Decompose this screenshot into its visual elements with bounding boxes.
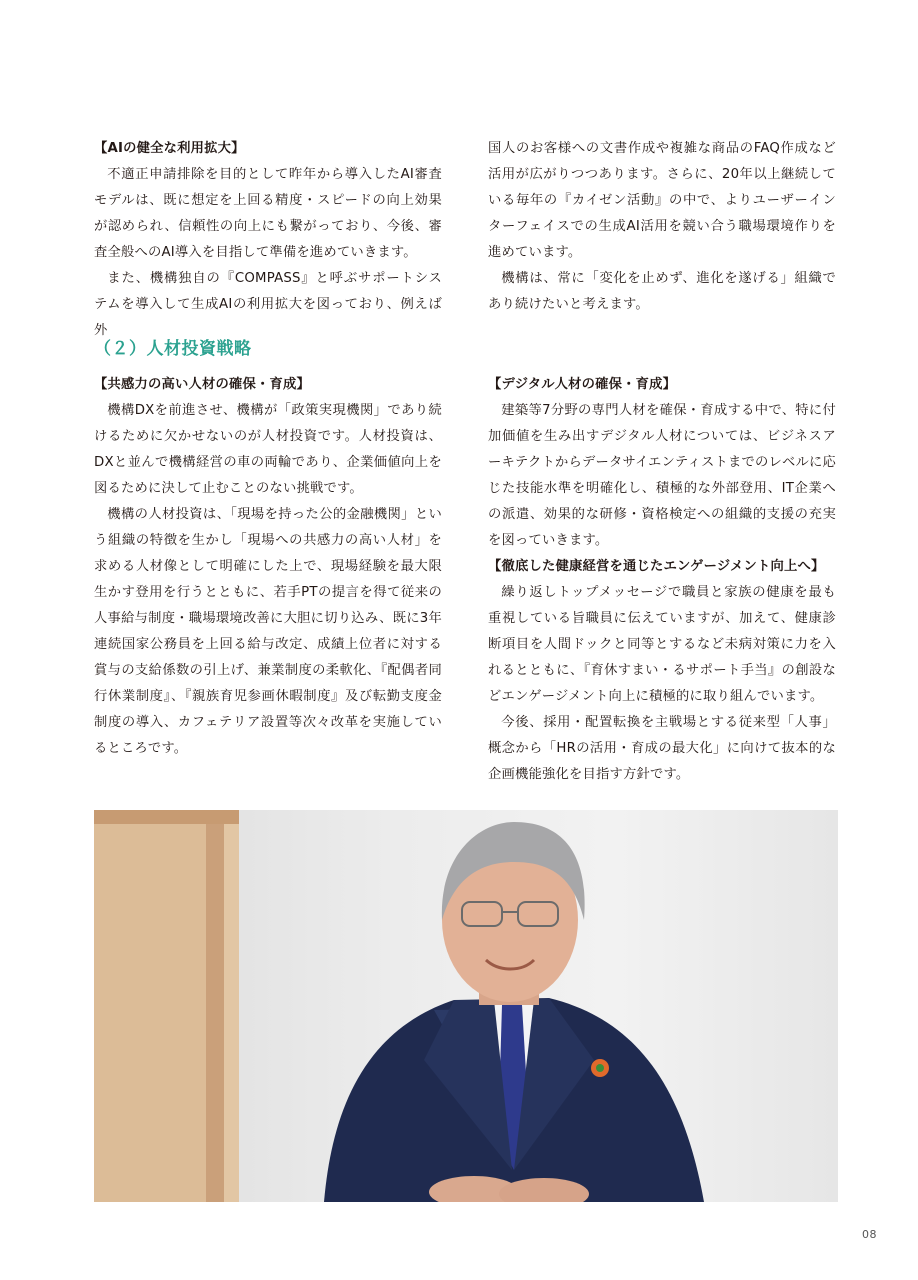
column-right-top — [488, 136, 836, 318]
paragraph-continued: 国人のお客様への文書作成や複雑な商品のFAQ作成など活用が広がりつつあります。さらに、20年以上継続している毎年の『カイゼン活動』の中で、よりユーザーインターフェイスでの生成AI活用を競い合う職場環境作りを進めています。 — [488, 141, 836, 260]
heading-empathetic-talent: 【共感力の高い人材の確保・育成】 — [94, 377, 310, 392]
section-title: （２）人材投資戦略 — [94, 339, 252, 359]
column-right-bottom — [488, 372, 836, 788]
heading-ai-usage: 【AIの健全な利用拡大】 — [94, 141, 245, 156]
paragraph: 機構DXを前進させ、機構が「政策実現機関」であり続けるために欠かせないのが人材投資です。人材投資は、DXと並んで機構経営の車の両輪であり、企業価値向上を図るために決して止むことのない挑戦です。 — [94, 403, 442, 496]
paragraph: 機構の人材投資は、「現場を持った公的金融機関」という組織の特徴を生かし「現場への共感力の高い人材」を求める人材像として明確にした上で、現場経験を最大限生かす登用を行うとともに、若手PTの提言を得て従来の人事給与制度・職場環境改善に大胆に切り込み、既に3年連続国家公務員を上回る給与改定、成績上位者に対する賞与の支給係数の引上げ、兼業制度の柔軟化、『配偶者同行休業制度』、『親族育児参画休暇制度』及び転勤支度金制度の導入、カフェテリア設置等次々改革を実施しているところです。 — [94, 507, 442, 756]
paragraph: 不適正申請排除を目的として昨年から導入したAI審査モデルは、既に想定を上回る精度・スピードの向上効果が認められ、信頼性の向上にも繋がっており、今後、審査全般へのAI導入を目指して準備を進めていきます。 — [94, 167, 442, 260]
heading-health-management: 【徹底した健康経営を通じたエンゲージメント向上へ】 — [488, 559, 825, 574]
paragraph: また、機構独自の『COMPASS』と呼ぶサポートシステムを導入して生成AIの利用拡大を図っており、例えば外 — [94, 271, 442, 338]
page-number: 08 — [862, 1228, 877, 1241]
paragraph: 建築等7分野の専門人材を確保・育成する中で、特に付加価値を生み出すデジタル人材については、ビジネスアーキテクトからデータサイエンティストまでのレベルに応じた技能水準を明確化し、積極的な外部登用、IT企業への派遣、効果的な研修・資格検定への組織的支援の充実を図っていきます。 — [488, 403, 836, 548]
portrait-illustration — [94, 810, 838, 1202]
column-left-top — [94, 136, 442, 344]
portrait-photo — [94, 810, 838, 1202]
paragraph: 繰り返しトップメッセージで職員と家族の健康を最も重視している旨職員に伝えていますが、加えて、健康診断項目を人間ドックと同等とするなど未病対策に力を入れるとともに、『育休すまい・るサポート手当』の創設などエンゲージメント向上に積極的に取り組んでいます。 — [488, 585, 836, 704]
heading-digital-talent: 【デジタル人材の確保・育成】 — [488, 377, 677, 392]
paragraph: 機構は、常に「変化を止めず、進化を遂げる」組織であり続けたいと考えます。 — [488, 271, 836, 312]
paragraph: 今後、採用・配置転換を主戦場とする従来型「人事」概念から「HRの活用・育成の最大化」に向けて抜本的な企画機能強化を目指す方針です。 — [488, 715, 836, 782]
column-left-bottom — [94, 372, 442, 762]
